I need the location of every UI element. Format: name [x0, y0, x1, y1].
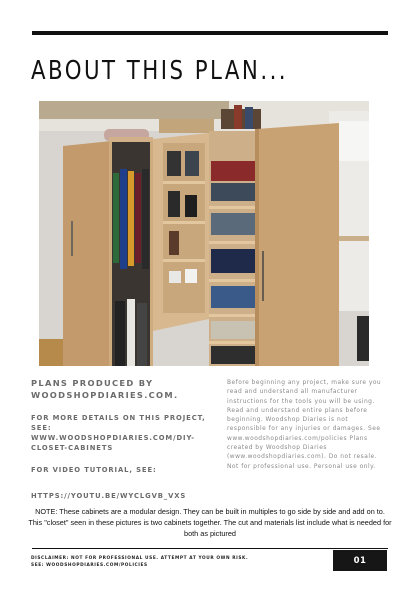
video-tutorial-link[interactable]: HTTPS://YOUTU.BE/WYCLGVB_VXS	[31, 492, 187, 500]
video-tutorial-label: FOR VIDEO TUTORIAL, SEE:	[31, 466, 157, 474]
top-rule	[32, 31, 388, 35]
project-info	[31, 378, 221, 501]
more-details-label: FOR MORE DETAILS ON THIS PROJECT, SEE:	[31, 414, 206, 432]
modular-design-note: NOTE: These cabinets are a modular design. They can be built in multiples to go side by side and add on to. This "closet" seen in these pictures is two cabinets together. The cut and materials list include what is needed for both as pictured	[28, 507, 392, 538]
more-details-link[interactable]: WWW.WOODSHOPDIARIES.COM/DIY-CLOSET-CABINETS	[31, 434, 195, 452]
disclaimer	[31, 555, 291, 569]
page-number-badge: 01	[333, 550, 387, 571]
bottom-rule	[32, 548, 388, 549]
disclaimer-line: DISCLAIMER: NOT FOR PROFESSIONAL USE. ATTEMPT AT YOUR OWN RISK.	[31, 556, 249, 561]
policies-link[interactable]: SEE: WOODSHOPDIARIES.COM/POLICIES	[31, 563, 148, 568]
closet-cabinets-photo	[39, 101, 369, 366]
safety-notice: Before beginning any project, make sure you read and understand all manufacturer instructions for the tools you will be using. Read and understand entire plans before beginning. Woodshop Diaries is not responsible for any injuries or damages. See www.woodshopdiaries.com/policies Plans created by Woodshop Diaries (www.woodshopdiaries.com). Do not resale. Not for professional use. Personal use only.	[227, 380, 382, 470]
produced-by-text: PLANS PRODUCED BY WOODSHOPDIARIES.COM.	[31, 378, 179, 400]
page-title: ABOUT THIS PLAN...	[31, 56, 289, 86]
